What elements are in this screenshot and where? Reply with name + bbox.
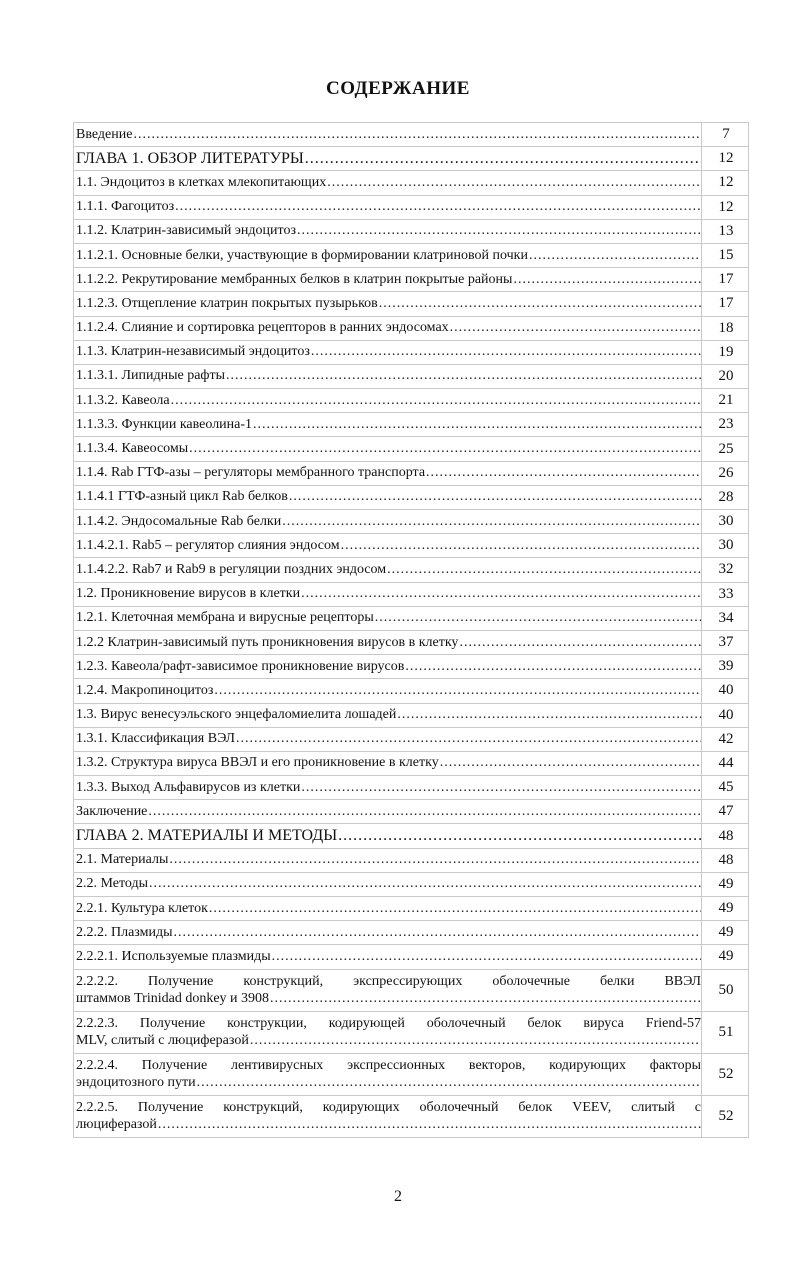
dot-leader — [226, 368, 701, 384]
toc-entry-page: 15 — [702, 243, 749, 267]
dot-leader — [169, 852, 701, 868]
toc-entry-title: 1.2.1. Клеточная мембрана и вирусные рецепторы — [76, 610, 374, 626]
dot-leader — [297, 223, 701, 239]
dot-leader — [379, 296, 701, 312]
toc-entry-page: 19 — [702, 340, 749, 364]
toc-entry — [74, 534, 749, 558]
toc-entry-title-line1: 2.2.2.4. Получение лентивирусных экспрессионных векторов, кодирующих факторы — [76, 1058, 701, 1074]
dot-leader — [175, 199, 701, 215]
toc-entry-title: 1.1.3.3. Функции кавеолина-1 — [76, 416, 253, 432]
toc-entry-title-line2: штаммов Trinidad donkey и 3908 — [76, 991, 270, 1007]
toc-entry-title: 1.1.2. Клатрин-зависимый эндоцитоз — [76, 223, 296, 239]
toc-entry — [74, 969, 749, 1011]
toc-entry-page: 47 — [702, 800, 749, 824]
toc-entry-title: 1.1.4.1 ГТФ-азный цикл Rab белков — [76, 489, 288, 505]
toc-entry — [74, 897, 749, 921]
toc-entry-page: 26 — [702, 461, 749, 485]
toc-entry — [74, 389, 749, 413]
toc-entry-title: 1.1.2.4. Слияние и сортировка рецепторов в ранних эндосомах — [76, 320, 449, 336]
toc-entry — [74, 195, 749, 219]
toc-entry — [74, 751, 749, 775]
toc-entry — [74, 703, 749, 727]
dot-leader — [214, 683, 701, 699]
toc-entry-page: 40 — [702, 703, 749, 727]
toc-entry — [74, 921, 749, 945]
toc-entry — [74, 1095, 749, 1137]
toc-entry-title: 1.1.3.1. Липидные рафты — [76, 368, 226, 384]
toc-entry-page: 32 — [702, 558, 749, 582]
page-number: 2 — [394, 1188, 402, 1205]
toc-entry-page: 23 — [702, 413, 749, 437]
dot-leader — [338, 828, 701, 844]
toc-entry-title-line2: эндоцитозного пути — [76, 1075, 196, 1091]
dot-leader — [311, 344, 701, 360]
dot-leader — [405, 659, 701, 675]
dot-leader — [253, 417, 701, 433]
toc-entry-title: 1.2.2 Клатрин-зависимый путь проникновения вирусов в клетку — [76, 634, 459, 650]
toc-entry-title: 1.3.2. Структура вируса ВВЭЛ и его проникновение в клетку — [76, 755, 439, 771]
dot-leader — [209, 901, 701, 917]
toc-entry — [74, 558, 749, 582]
dot-leader — [327, 175, 701, 191]
toc-entry-title: 1.1. Эндоцитоз в клетках млекопитающих — [76, 174, 327, 190]
toc-entry-page: 48 — [702, 848, 749, 872]
toc-entry-title: 2.2.2.1. Используемые плазмиды — [76, 948, 271, 964]
toc-entry-page: 28 — [702, 485, 749, 509]
toc-entry-title: 1.1.4.2.2. Rab7 и Rab9 в регуляции поздних эндосом — [76, 561, 387, 577]
toc-entry — [74, 243, 749, 267]
dot-leader — [133, 127, 701, 143]
toc-entry-title: 1.1.1. Фагоцитоз — [76, 199, 175, 215]
toc-entry-title: 1.1.2.3. Отщепление клатрин покрытых пузырьков — [76, 295, 378, 311]
dot-leader — [189, 441, 701, 457]
dot-leader — [397, 707, 701, 723]
toc-entry — [74, 510, 749, 534]
toc-entry — [74, 872, 749, 896]
toc-entry-page: 49 — [702, 897, 749, 921]
toc-entry — [74, 727, 749, 751]
toc-entry-title: 1.2. Проникновение вирусов в клетки — [76, 586, 301, 602]
toc-entry — [74, 437, 749, 461]
toc-entry-title: ГЛАВА 2. МАТЕРИАЛЫ И МЕТОДЫ — [76, 828, 338, 845]
toc-entry — [74, 123, 749, 147]
toc-entry-page: 48 — [702, 824, 749, 848]
toc-entry — [74, 316, 749, 340]
toc-entry — [74, 268, 749, 292]
dot-leader — [305, 151, 701, 167]
dot-leader — [301, 780, 701, 796]
toc-entry — [74, 171, 749, 195]
toc-entry-title: 1.1.3.2. Кавеола — [76, 392, 170, 408]
toc-entry-title: 1.3.1. Классификация ВЭЛ — [76, 731, 235, 747]
dot-leader — [387, 562, 701, 578]
dot-leader — [440, 755, 701, 771]
toc-entry-title: 2.2.2. Плазмиды — [76, 924, 173, 940]
dot-leader — [158, 1116, 701, 1133]
toc-entry-page: 52 — [702, 1053, 749, 1095]
dot-leader — [272, 949, 701, 965]
toc-entry-page: 18 — [702, 316, 749, 340]
toc-entry — [74, 800, 749, 824]
dot-leader — [148, 804, 701, 820]
toc-entry-page: 17 — [702, 292, 749, 316]
toc-entry — [74, 655, 749, 679]
toc-entry — [74, 606, 749, 630]
toc-entry — [74, 1011, 749, 1053]
toc-entry-page: 25 — [702, 437, 749, 461]
dot-leader — [174, 925, 701, 941]
dot-leader — [149, 876, 701, 892]
toc-entry — [74, 1053, 749, 1095]
toc-entry — [74, 848, 749, 872]
toc-entry-title-line2: люциферазой — [76, 1117, 157, 1133]
toc-entry-page: 12 — [702, 171, 749, 195]
toc-entry — [74, 364, 749, 388]
toc-entry-page: 42 — [702, 727, 749, 751]
toc-entry — [74, 413, 749, 437]
toc-entry-page: 37 — [702, 630, 749, 654]
toc-entry-title: 1.1.4.2. Эндосомальные Rab белки — [76, 513, 282, 529]
toc-entry-title: 1.1.3.4. Кавеосомы — [76, 441, 189, 457]
toc-entry — [74, 776, 749, 800]
toc-entry-page: 12 — [702, 147, 749, 171]
dot-leader — [171, 393, 701, 409]
dot-leader — [270, 990, 701, 1007]
toc-entry — [74, 582, 749, 606]
dot-leader — [426, 465, 701, 481]
toc-entry — [74, 147, 749, 171]
toc-entry-page: 21 — [702, 389, 749, 413]
dot-leader — [250, 1032, 701, 1049]
toc-entry-title: 1.1.2.2. Рекрутирование мембранных белков в клатрин покрытые районы — [76, 271, 513, 287]
toc-entry-page: 49 — [702, 872, 749, 896]
dot-leader — [197, 1074, 701, 1091]
toc-entry — [74, 461, 749, 485]
toc-entry-title: Заключение — [76, 803, 148, 819]
dot-leader — [529, 248, 701, 264]
toc-entry-title: 1.3.3. Выход Альфавирусов из клетки — [76, 779, 301, 795]
toc-entry-page: 51 — [702, 1011, 749, 1053]
toc-entry-page: 30 — [702, 510, 749, 534]
toc-entry-title: 1.3. Вирус венесуэльского энцефаломиелита лошадей — [76, 707, 397, 723]
toc-entry-page: 52 — [702, 1095, 749, 1137]
toc-entry-page: 33 — [702, 582, 749, 606]
toc-entry-title: ГЛАВА 1. ОБЗОР ЛИТЕРАТУРЫ — [76, 150, 304, 167]
toc-entry-page: 50 — [702, 969, 749, 1011]
toc-entry — [74, 824, 749, 848]
dot-leader — [513, 272, 701, 288]
toc-entry-page: 20 — [702, 364, 749, 388]
dot-leader — [301, 586, 701, 602]
toc-entry-page: 7 — [702, 123, 749, 147]
toc-entry-title: 1.1.3. Клатрин-независимый эндоцитоз — [76, 344, 310, 360]
toc-entry-page: 44 — [702, 751, 749, 775]
toc-entry-title: 1.1.4.2.1. Rab5 – регулятор слияния эндосом — [76, 537, 340, 553]
toc-entry — [74, 219, 749, 243]
toc-entry-page: 49 — [702, 945, 749, 969]
dot-leader — [341, 538, 701, 554]
toc-entry-title: 1.2.3. Кавеола/рафт-зависимое проникновение вирусов — [76, 658, 405, 674]
toc-entry-title: 2.2. Методы — [76, 876, 149, 892]
toc-entry-page: 30 — [702, 534, 749, 558]
toc-entry-page: 13 — [702, 219, 749, 243]
toc-entry — [74, 340, 749, 364]
toc-entry-title: 1.2.4. Макропиноцитоз — [76, 682, 214, 698]
dot-leader — [282, 514, 701, 530]
toc-entry-page: 34 — [702, 606, 749, 630]
dot-leader — [236, 731, 701, 747]
toc-entry-title: 2.2.1. Культура клеток — [76, 900, 208, 916]
toc-entry — [74, 679, 749, 703]
toc-entry-title: 1.1.2.1. Основные белки, участвующие в формировании клатриновой почки — [76, 247, 528, 263]
toc-entry-page: 12 — [702, 195, 749, 219]
toc-entry-title: 1.1.4. Rab ГТФ-азы – регуляторы мембранного транспорта — [76, 465, 426, 481]
toc-entry-page: 17 — [702, 268, 749, 292]
dot-leader — [459, 635, 701, 651]
dot-leader — [289, 489, 701, 505]
toc-entry-title: 2.1. Материалы — [76, 852, 169, 868]
toc-entry — [74, 630, 749, 654]
toc-entry — [74, 945, 749, 969]
toc-entry-page: 40 — [702, 679, 749, 703]
toc-entry-title-line1: 2.2.2.2. Получение конструкций, экспрессирующих оболочечные белки ВВЭЛ — [76, 974, 701, 990]
toc-entry-title: Введение — [76, 126, 133, 142]
toc-entry-title-line1: 2.2.2.5. Получение конструкций, кодирующих оболочечный белок VEEV, слитый с — [76, 1100, 701, 1116]
toc-entry-page: 39 — [702, 655, 749, 679]
toc-entry — [74, 485, 749, 509]
page-title: СОДЕРЖАНИЕ — [326, 78, 470, 99]
dot-leader — [375, 610, 701, 626]
toc-entry-page: 49 — [702, 921, 749, 945]
toc-entry-page: 45 — [702, 776, 749, 800]
toc-entry-title-line1: 2.2.2.3. Получение конструкции, кодирующей оболочечный белок вируса Friend-57 — [76, 1016, 701, 1032]
table-of-contents — [73, 122, 749, 1138]
dot-leader — [450, 320, 701, 336]
toc-entry-title-line2: MLV, слитый с люциферазой — [76, 1033, 249, 1049]
toc-entry — [74, 292, 749, 316]
